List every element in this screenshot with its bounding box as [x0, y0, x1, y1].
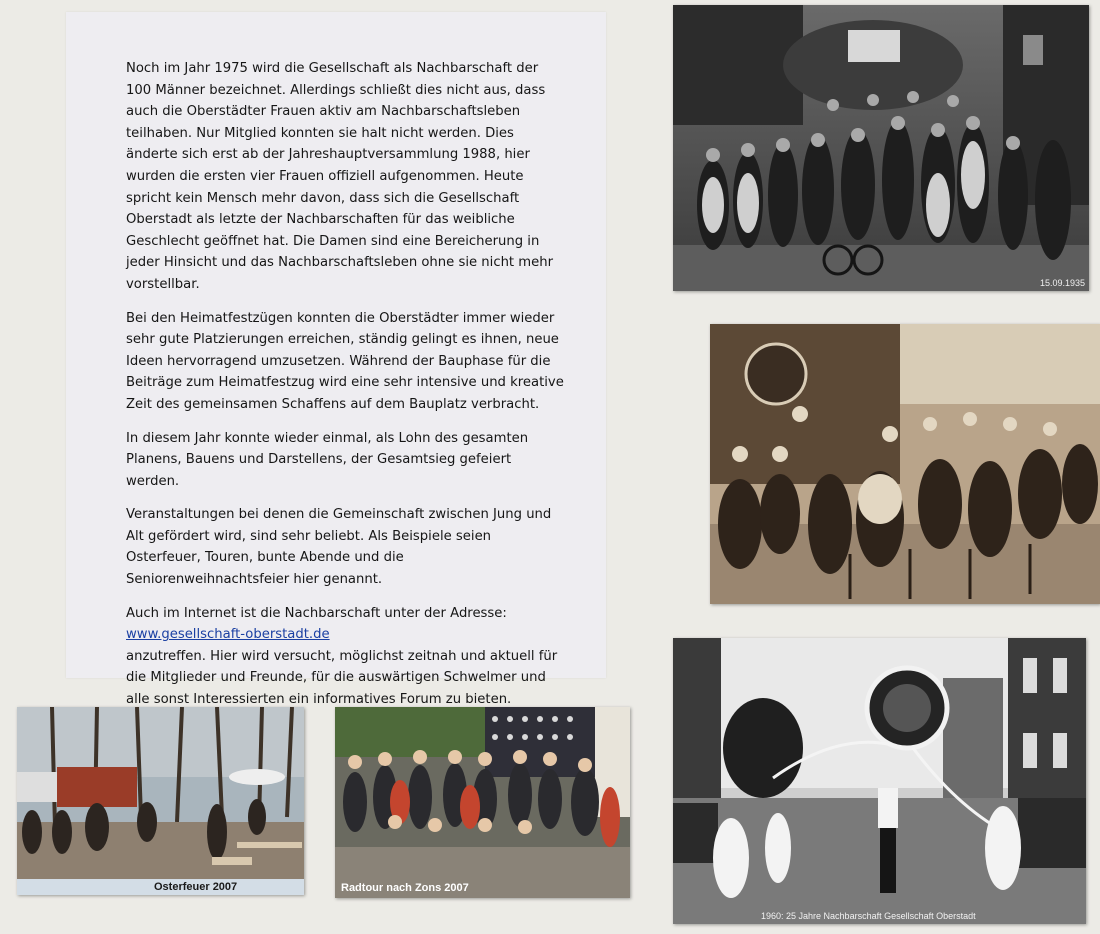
- photo-radtour-caption: Radtour nach Zons 2007: [341, 882, 469, 894]
- photo-radtour-image: [335, 707, 630, 898]
- photo-seated-gathering: [710, 324, 1100, 604]
- text-body: [126, 58, 566, 723]
- photo-1935-image: [673, 5, 1089, 291]
- internet-intro: Auch im Internet ist die Nachbarschaft unter der Adresse:: [126, 605, 507, 621]
- photo-1935-caption: 15.09.1935: [1039, 278, 1085, 288]
- text-panel: [66, 12, 606, 708]
- photo-seated-image: [710, 324, 1100, 604]
- paragraph-women-members: Noch im Jahr 1975 wird die Gesellschaft als Nachbarschaft der 100 Männer bezeichnet. Allerdings schließt dies nicht aus, dass auch die Oberstädter Frauen aktiv am Nachbarschaftsleben teilhaben. Nur Mitglied konnten sie halt nicht werden. Dies änderte sich erst ab der Jahreshauptversammlung 1988, hier wurden die ersten vier Frauen offiziell aufgenommen. Heute spricht kein Mensch mehr davon, dass sich die Gesellschaft Oberstadt als letzte der Nachbarschaften für das weibliche Geschlecht geöffnet hat. Die Damen sind eine Bereicherung in jeder Hinsicht und das Nachbarschaftsleben ohne sie nicht mehr vorstellbar.: [126, 61, 554, 292]
- photo-1960-parade: [673, 638, 1086, 924]
- photo-osterfeuer-image: [17, 707, 304, 895]
- photo-osterfeuer: [17, 707, 304, 895]
- photo-1960-caption: 1960: 25 Jahre Nachbarschaft Gesellschaft Oberstadt: [761, 911, 976, 921]
- paragraph-festival-parades: Bei den Heimatfestzügen konnten die Oberstädter immer wieder sehr gute Platzierungen erreichen, ständig gelingt es ihnen, neue Ideen hervorragend umzusetzen. Während der Bauphase für die Beiträge zum Heimatfestzug wird eine sehr intensive und kreative Zeit des gemeinsamen Schaffens auf dem Bauplatz verbracht.: [126, 310, 564, 412]
- website-link[interactable]: www.gesellschaft-oberstadt.de: [126, 627, 330, 643]
- photo-1935-group: [673, 5, 1089, 291]
- paragraph-events: Veranstaltungen bei denen die Gemeinschaft zwischen Jung und Alt gefördert wird, sind sehr beliebt. Als Beispiele seien Osterfeuer, Touren, bunte Abende und die Seniorenweihnachtsfeier hier genannt.: [126, 507, 552, 588]
- paragraph-internet: [126, 603, 566, 711]
- photo-1960-image: [673, 638, 1086, 924]
- paragraph-overall-victory: In diesem Jahr konnte wieder einmal, als Lohn des gesamten Planens, Bauens und Darstellens, der Gesamtsieg gefeiert werden.: [126, 430, 529, 489]
- photo-radtour: [335, 707, 630, 898]
- photo-osterfeuer-caption: Osterfeuer 2007: [154, 881, 238, 893]
- internet-outro: anzutreffen. Hier wird versucht, möglichst zeitnah und aktuell für die Mitglieder und Freunde, für die auswärtigen Schwelmer und alle sonst Interessierten ein informatives Forum zu bieten.: [126, 648, 558, 708]
